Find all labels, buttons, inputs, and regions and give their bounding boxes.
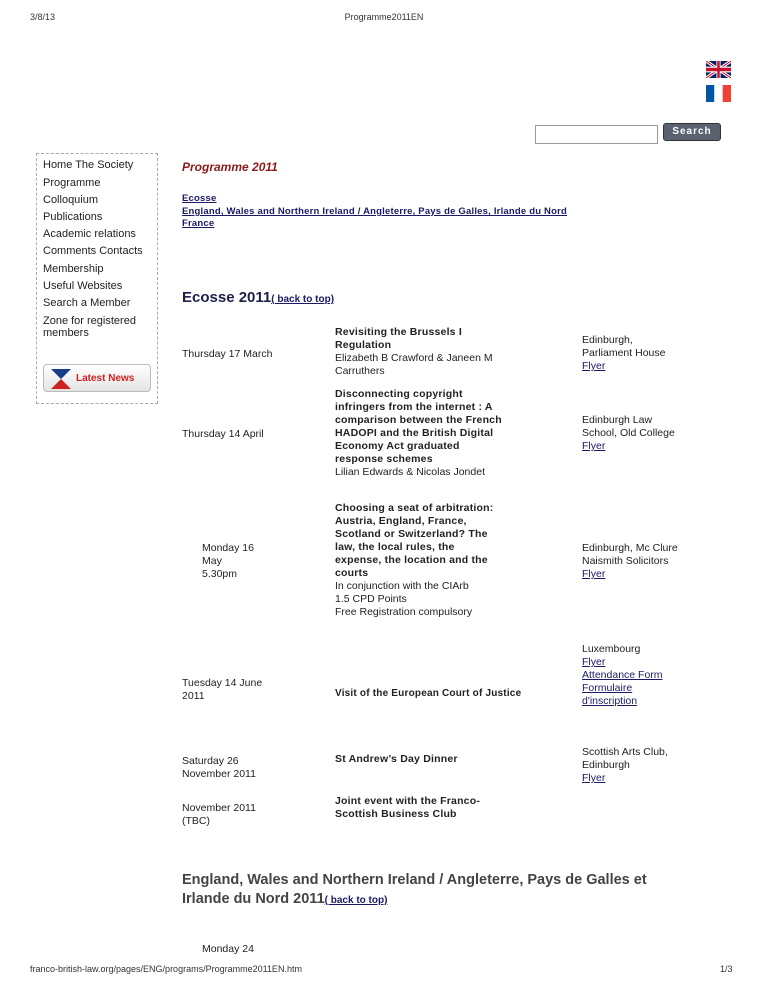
event-3-notes (335, 580, 555, 619)
event-3-title-line: Choosing a seat of arbitration: (335, 502, 494, 514)
sidebar-item-registered-zone[interactable]: Zone for registered (43, 315, 136, 327)
event-4-flyer-link[interactable]: Flyer (582, 656, 606, 668)
event-4-place: Luxembourg (582, 643, 641, 655)
event-2-place (582, 414, 702, 440)
event-3-note-line: 1.5 CPD Points (335, 593, 407, 605)
event-2-speakers: Lilian Edwards & Nicolas Jondet (335, 466, 485, 478)
england-event-1-date: Monday 24 (202, 943, 254, 955)
event-1-place-line: Parliament House (582, 347, 666, 359)
event-3-title-line: Austria, England, France, (335, 515, 467, 527)
event-3-title-line: Scotland or Switzerland? The (335, 528, 488, 540)
event-3-date-line: Monday 16 (202, 542, 254, 554)
sidebar-item-academic-relations[interactable]: Academic relations (43, 228, 136, 240)
event-2-title-line: comparison between the French (335, 414, 502, 426)
event-3-flyer-link[interactable]: Flyer (582, 568, 606, 580)
event-3-title-line: courts (335, 567, 369, 579)
back-to-top-link[interactable]: ( back to top) (271, 294, 335, 305)
event-1-title (335, 326, 545, 352)
event-5-date-line: Saturday 26 (182, 755, 239, 767)
section-title-england-line2 (182, 890, 742, 910)
event-2-title-line: HADOPI and the British Digital (335, 427, 494, 439)
event-6-title (335, 795, 545, 821)
event-5-place-line: Scottish Arts Club, (582, 746, 668, 758)
section-title-england-line2-text: Irlande du Nord 2011 (182, 891, 325, 907)
sidebar-item-programme[interactable]: Programme (43, 177, 101, 189)
event-2-flyer-link[interactable]: Flyer (582, 440, 606, 452)
event-4-formulaire-link[interactable]: Formulaire (582, 682, 633, 694)
event-2-date: Thursday 14 April (182, 428, 264, 440)
section-title-ecosse-text: Ecosse 2011 (182, 289, 272, 306)
event-2-title-line: response schemes (335, 453, 433, 465)
uk-flag-icon[interactable] (706, 61, 731, 78)
event-5-flyer-link[interactable]: Flyer (582, 772, 606, 784)
event-3-date (202, 542, 254, 581)
event-3-place-line: Edinburgh, Mc Clure (582, 542, 678, 554)
event-6-date-line: November 2011 (182, 802, 256, 814)
anchor-france[interactable]: France (182, 218, 215, 229)
event-6-date-line: (TBC) (182, 815, 210, 827)
event-6-title-line: Scottish Business Club (335, 808, 457, 820)
event-2-title-line: Economy Act graduated (335, 440, 460, 452)
sidebar-item-search-member[interactable]: Search a Member (43, 297, 131, 309)
event-1-speakers-line: Carruthers (335, 365, 385, 377)
anchor-ecosse[interactable]: Ecosse (182, 193, 217, 204)
search-button[interactable]: Search (663, 123, 721, 141)
event-4-date-line: Tuesday 14 June (182, 677, 263, 689)
latest-news-label: Latest News (76, 373, 135, 384)
event-1-place-line: Edinburgh, (582, 334, 633, 346)
event-6-title-line: Joint event with the Franco- (335, 795, 481, 807)
event-2-place-line: School, Old College (582, 427, 675, 439)
event-1-title-line: Regulation (335, 339, 392, 351)
back-to-top-link-2[interactable]: ( back to top) (324, 895, 388, 906)
event-2-title (335, 388, 545, 466)
event-3-date-line: May (202, 555, 222, 567)
event-3-note-line: Free Registration compulsory (335, 606, 473, 618)
search-input[interactable] (535, 125, 658, 144)
section-title-england (182, 871, 742, 910)
print-page-number: 1/3 (720, 964, 733, 974)
sidebar-nav (36, 153, 158, 404)
print-title: Programme2011EN (344, 12, 424, 22)
event-3-note-line: In conjunction with the CIArb (335, 580, 469, 592)
event-4-inscription-link[interactable]: d'inscription (582, 695, 638, 707)
event-3-title (335, 502, 545, 580)
event-4-date (182, 677, 262, 703)
page-title: Programme 2011 (182, 160, 278, 174)
event-4-attendance-link[interactable]: Attendance Form (582, 669, 663, 681)
event-1-speakers-line: Elizabeth B Crawford & Janeen M (335, 352, 493, 364)
event-3-title-line: law, the local rules, the (335, 541, 455, 553)
event-1-flyer-link[interactable]: Flyer (582, 360, 606, 372)
france-flag-icon[interactable] (706, 85, 731, 102)
event-5-date (182, 755, 256, 781)
event-3-place-line: Naismith Solicitors (582, 555, 669, 567)
anchor-england[interactable]: England, Wales and Northern Ireland / Angleterre, Pays de Galles, Irlande du Nord (182, 206, 568, 217)
event-1-title-line: Revisiting the Brussels I (335, 326, 462, 338)
event-3-title-line: expense, the location and the (335, 554, 488, 566)
event-4-date-line: 2011 (182, 690, 205, 702)
sidebar-item-colloquium[interactable]: Colloquium (43, 194, 99, 206)
event-5-title: St Andrew’s Day Dinner (335, 753, 458, 765)
event-4-title: Visit of the European Court of Justice (335, 688, 522, 699)
event-3-date-line: 5.30pm (202, 568, 238, 580)
event-1-date: Thursday 17 March (182, 348, 273, 360)
latest-news-button[interactable] (43, 364, 151, 392)
print-date: 3/8/13 (30, 12, 56, 22)
sidebar-item-useful-websites[interactable]: Useful Websites (43, 280, 123, 292)
event-3-place (582, 542, 702, 568)
event-1-speakers (335, 352, 555, 378)
event-5-date-line: November 2011 (182, 768, 256, 780)
sidebar-item-registered-zone-line2[interactable]: members (43, 327, 89, 339)
section-title-ecosse (182, 289, 334, 306)
sidebar-item-home-society[interactable]: Home The Society (43, 159, 134, 171)
print-url: franco-british-law.org/pages/ENG/programs/Programme2011EN.htm (30, 964, 302, 974)
hourglass-icon (50, 368, 72, 390)
sidebar-item-membership[interactable]: Membership (43, 263, 104, 275)
event-5-place-line: Edinburgh (582, 759, 630, 771)
event-1-place (582, 334, 702, 360)
event-5-place (582, 746, 702, 772)
event-2-place-line: Edinburgh Law (582, 414, 653, 426)
section-title-england-line: England, Wales and Northern Ireland / Angleterre, Pays de Galles et (182, 872, 647, 888)
event-2-title-line: infringers from the internet : A (335, 401, 493, 413)
event-2-title-line: Disconnecting copyright (335, 388, 463, 400)
sidebar-item-publications[interactable]: Publications (43, 211, 103, 223)
event-6-date (182, 802, 256, 828)
sidebar-item-comments-contacts[interactable]: Comments Contacts (43, 245, 143, 257)
